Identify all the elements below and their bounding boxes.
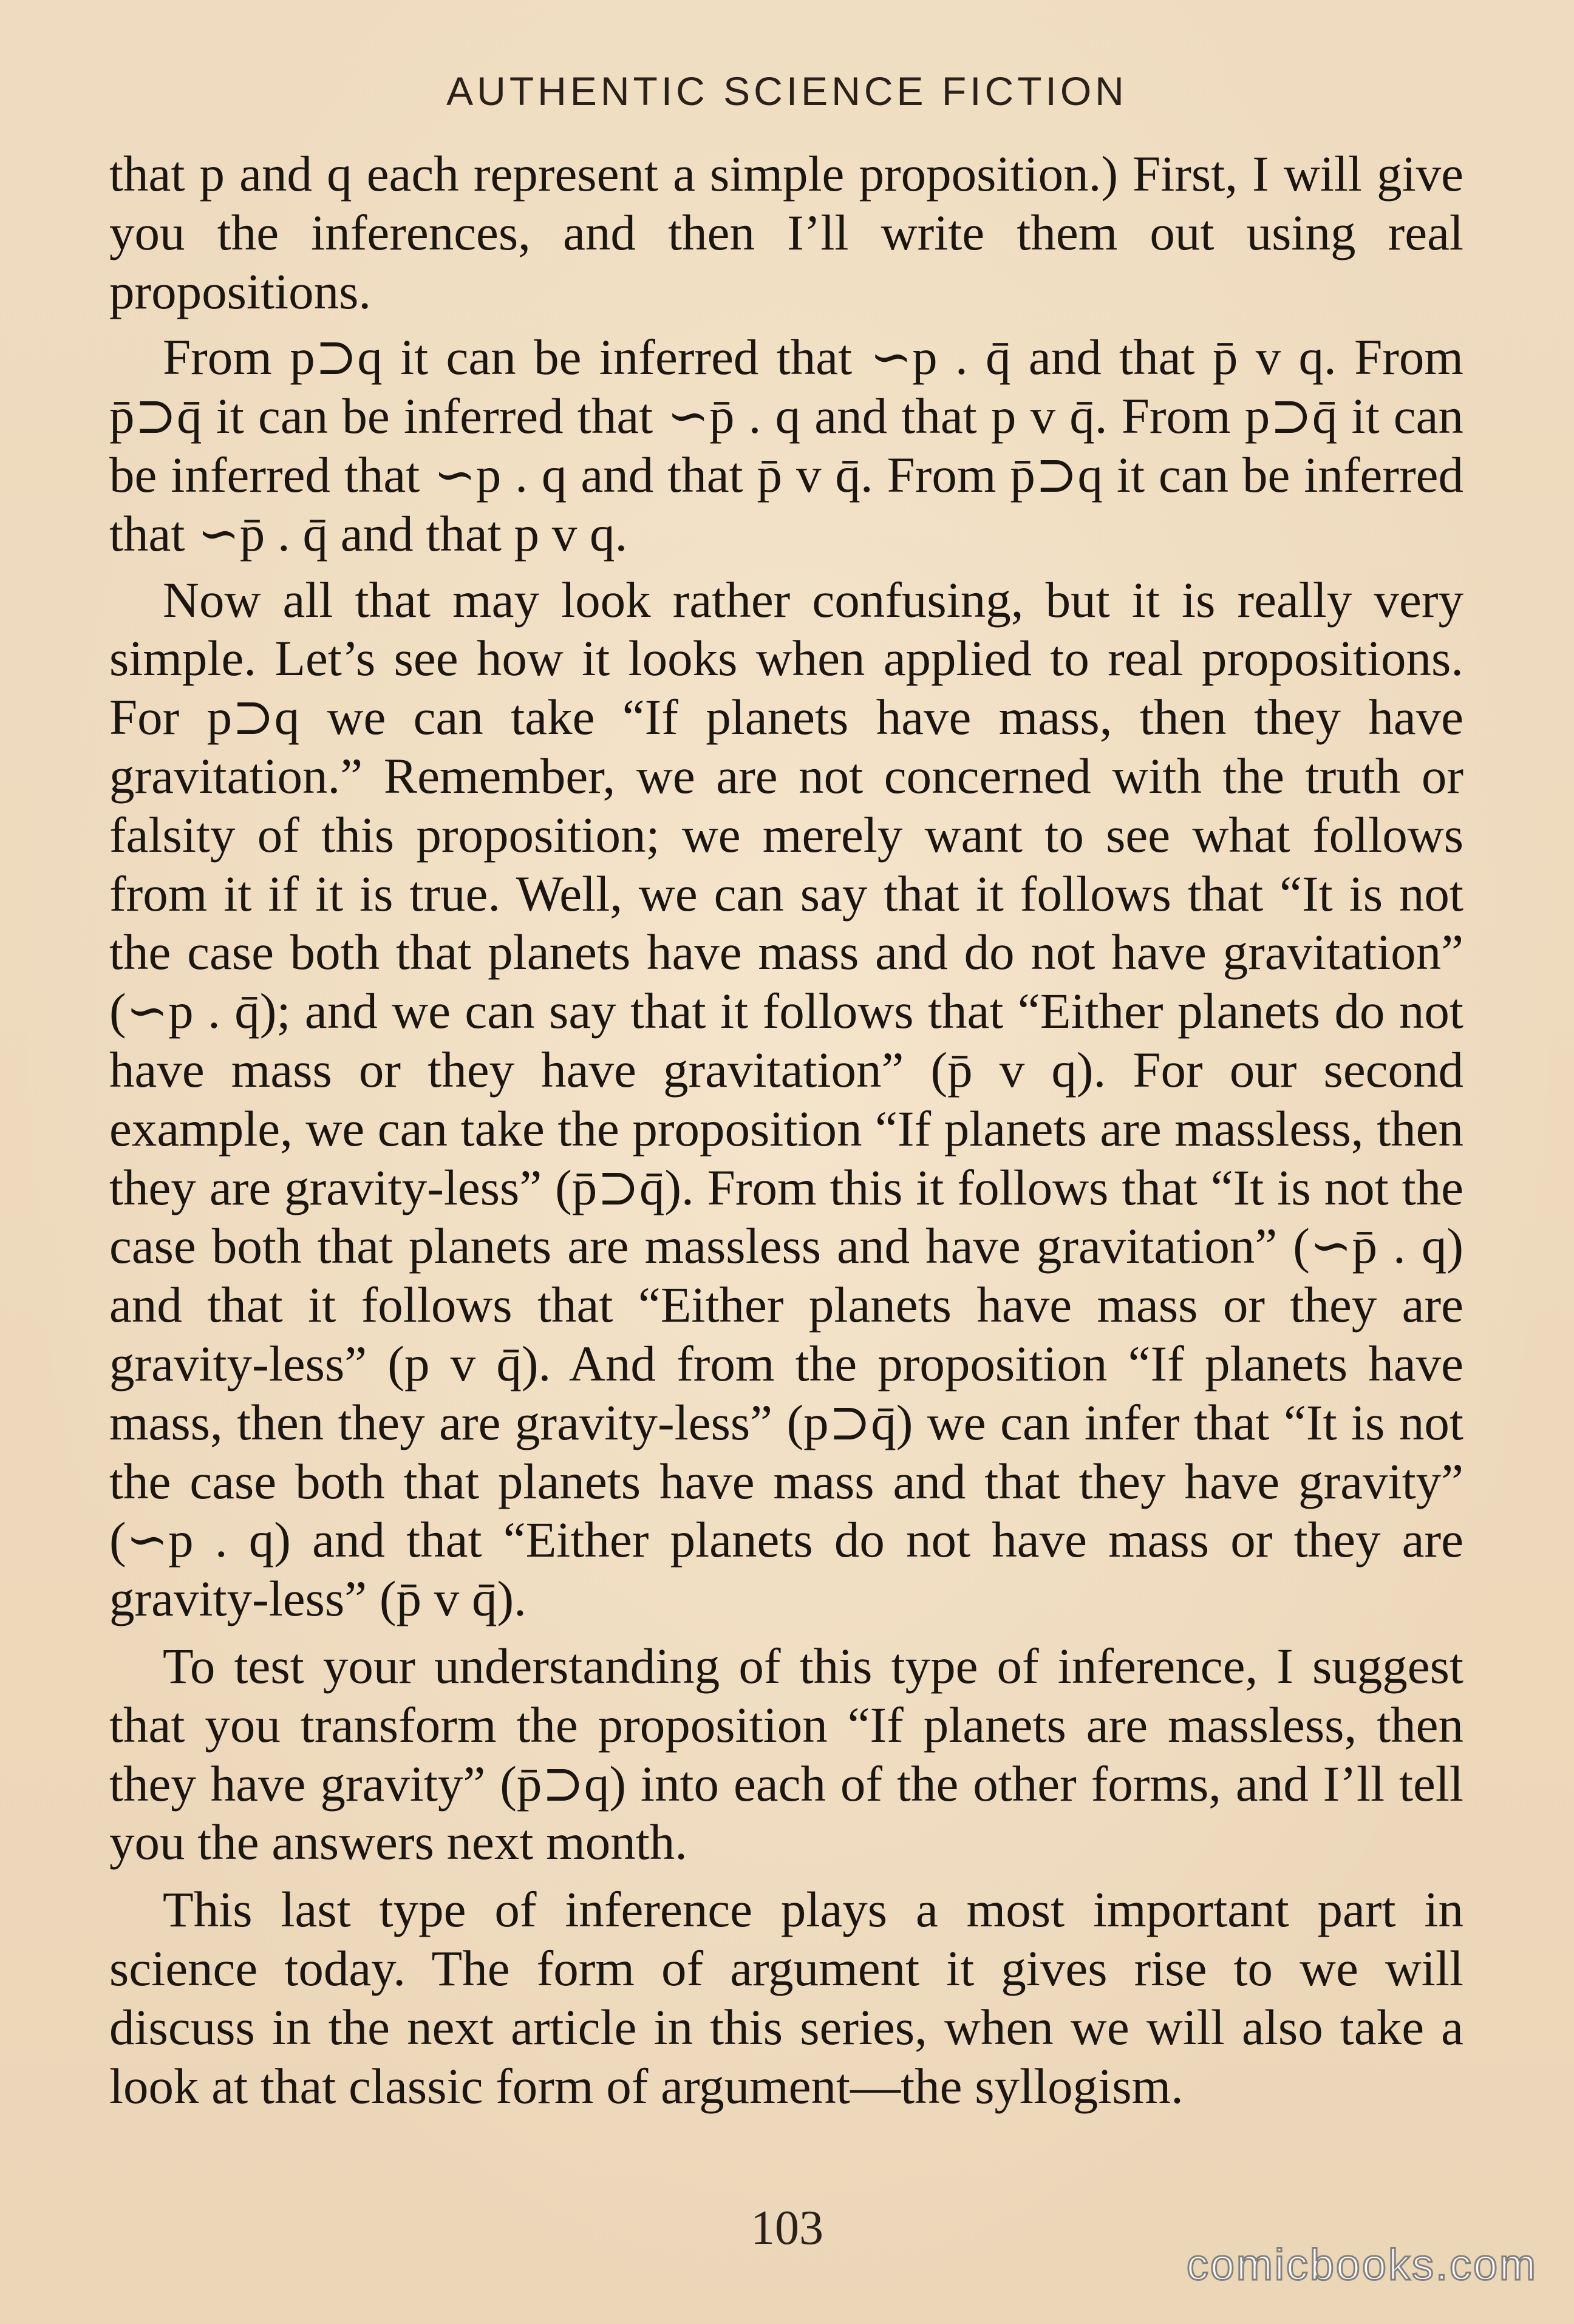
paragraph-continuation: that p and q each represent a simple proposition.) First, I will give you the inferences, and then I’ll write them out using real propositions. [109, 146, 1463, 319]
paragraph-inferences: From p⊃q it can be inferred that ∽p . q̄ and that p̄ v q. From p̄⊃q̄ it can be inferred that ∽p̄ . q and that p v q̄. From p⊃q̄ it can be inferred that ∽p . q and that p̄ v q̄. From p̄⊃q it can be inferred that ∽p̄ . q̄ and that p v q. [109, 329, 1463, 562]
running-head: AUTHENTIC SCIENCE FICTION [446, 69, 1128, 114]
watermark-logo: comicbooks.com [1186, 2241, 1538, 2289]
paragraph-conclusion: This last type of inference plays a most important part in science today. The form of argument it gives rise to we will discuss in the next article in this series, when we will also take a look at that classic form of argument—the syllogism. [109, 1881, 1463, 2114]
body-text [109, 144, 1463, 2115]
paragraph-exercise: To test your understanding of this type of inference, I suggest that you transform the proposition “If planets are massless, then they have gravity” (p̄⊃q) into each of the other forms, and I’ll tell you the answers next month. [109, 1637, 1463, 1870]
page-number: 103 [751, 2201, 823, 2255]
paragraph-examples: Now all that may look rather confusing, but it is really very simple. Let’s see how it looks when applied to real propositions. For p⊃q we can take “If planets have mass, then they have gravitation.” Remember, we are not concerned with the truth or falsity of this proposition; we merely want to see what follows from it if it is true. Well, we can say that it follows that “It is not the case both that planets have mass and do not have gravitation” (∽p . q̄); and we can say that it follows that “Either planets do not have mass or they have gravitation” (p̄ v q). For our second example, we can take the proposition “If planets are massless, then they are gravity-less” (p̄⊃q̄). From this it follows that “It is not the case both that planets are massless and have gravitation” (∽p̄ . q) and that it follows that “Either planets have mass or they are gravity-less” (p v q̄). And from the proposition “If planets have mass, then they are gravity-less” (p⊃q̄) we can infer that “It is not the case both that planets have mass and that they have gravity” (∽p . q) and that “Either planets do not have mass or they are gravity-less” (p̄ v q̄). [109, 571, 1463, 1627]
